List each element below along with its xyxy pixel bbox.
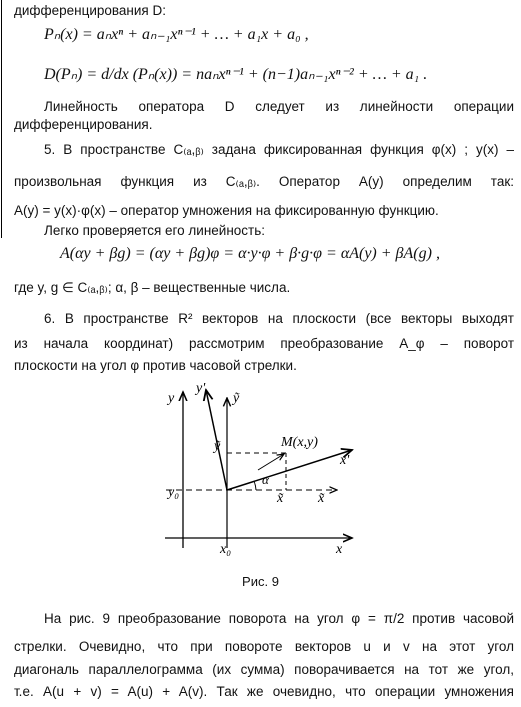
label-y-prime: y': [196, 381, 206, 396]
label-x0: x₀: [220, 542, 232, 557]
paragraph-linearity-line-1: Линейность оператора D следует из линейности операции: [44, 99, 514, 114]
paragraph-linearity-line-2: дифференцирования.: [14, 117, 153, 132]
formula-polynomial: Pₙ(x) = aₙxⁿ + aₙ₋₁xⁿ⁻¹ + … + a₁x + a₀ ,: [44, 26, 309, 43]
item5-line-1: 5. В пространстве C₍ₐ,ᵦ₎ задана фиксированная функция φ(x) ; y(x) –: [44, 142, 514, 157]
item6-line-2: из начала координат) рассмотрим преобразование A_φ – поворот: [14, 336, 514, 351]
bottom-paragraph-line-1: На рис. 9 преобразование поворота на угол φ = π/2 против часовой: [44, 611, 514, 626]
label-y-tilde-mid: ỹ: [214, 439, 221, 454]
item5-line-5: где y, g ∈ C₍ₐ,ᵦ₎; α, β – вещественные числа.: [14, 280, 291, 295]
label-x-tilde: x̃: [277, 491, 284, 506]
angle-arc: [254, 481, 256, 490]
label-x-prime: x': [340, 453, 350, 468]
label-M: M(x,y): [281, 435, 318, 450]
label-x-tilde-right: x̃: [318, 491, 325, 506]
label-x: x: [336, 542, 343, 557]
figure-caption: Рис. 9: [242, 574, 279, 589]
item5-line-2: произвольная функция из C₍ₐ,ᵦ₎. Оператор A(y) определим так:: [14, 174, 514, 189]
label-alpha: α: [262, 472, 269, 487]
header-line: дифференцирования D:: [14, 3, 166, 18]
formula-linearity: A(αy + βg) = (αy + βg)φ = α·y·φ + β·g·φ = αA(y) + βA(g) ,: [60, 245, 440, 262]
x-prime-axis: [227, 450, 352, 490]
item6-line-3: плоскости на угол φ против часовой стрелки.: [14, 358, 297, 373]
item5-line-4: Легко проверяется его линейность:: [44, 223, 266, 238]
arrow-to-M: [258, 454, 284, 470]
item6-line-1: 6. В пространстве R² векторов на плоскости (все векторы выходят: [44, 311, 514, 326]
bottom-paragraph-line-3: диагональ параллелограмма (их сумма) поворачивается на тот же угол,: [14, 662, 514, 677]
item5-line-3: A(y) = y(x)·φ(x) – оператор умножения на фиксированную функцию.: [14, 203, 439, 218]
bottom-paragraph-line-4: т.е. A(u + v) = A(u) + A(v). Так же очевидно, что операции умножения: [14, 684, 514, 699]
bottom-paragraph-line-2: стрелки. Очевидно, что при повороте векторов u и v на этот угол: [14, 639, 514, 654]
label-y: y: [168, 391, 175, 406]
label-y0: y₀: [168, 485, 180, 500]
label-y-tilde: ỹ: [233, 391, 240, 406]
formula-derivative: D(Pₙ) = d/dx (Pₙ(x)) = naₙxⁿ⁻¹ + (n−1)aₙ₋₁xⁿ⁻² + … + a₁ .: [44, 66, 428, 83]
